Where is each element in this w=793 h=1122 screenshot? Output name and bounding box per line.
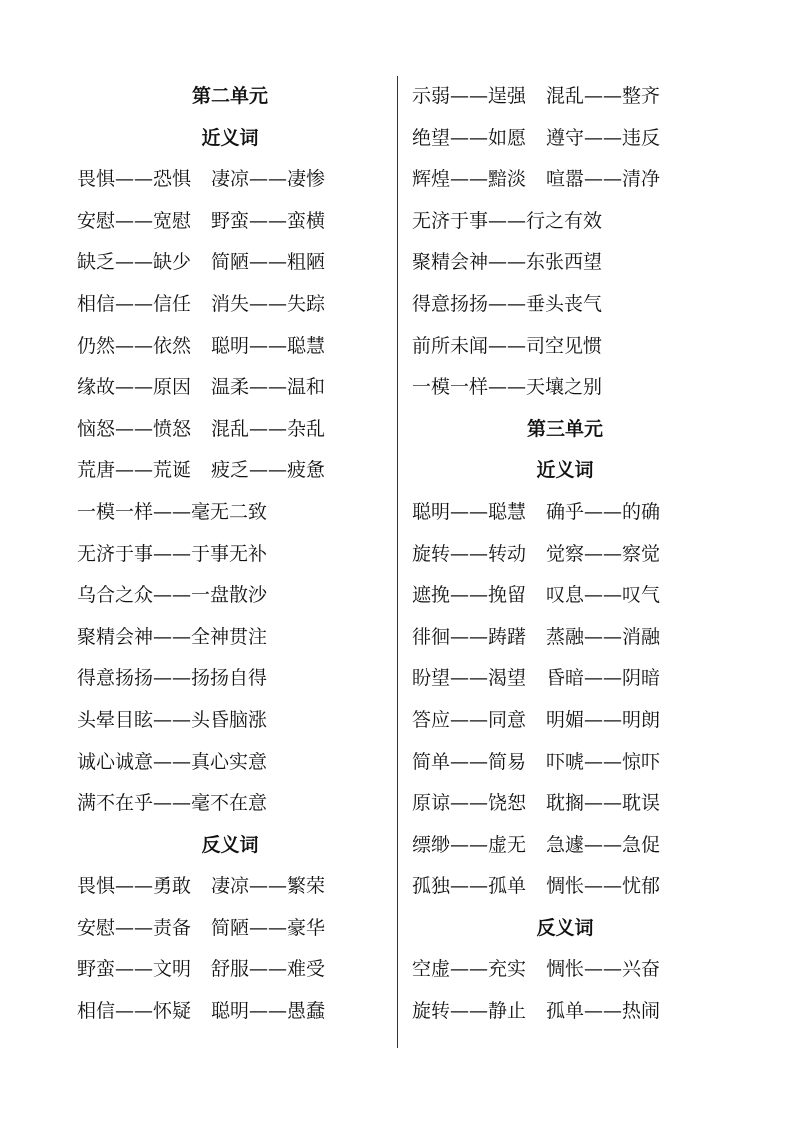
word-pair-line xyxy=(77,783,377,825)
section-heading: 近义词 xyxy=(201,126,259,149)
word-pair: 畏惧——恐惧 xyxy=(77,168,192,191)
word-pair-line xyxy=(412,991,712,1033)
word-pair: 聪明——聪慧 xyxy=(211,334,326,357)
word-pair: 缺乏——缺少 xyxy=(77,251,192,274)
word-pair: 安慰——宽慰 xyxy=(77,209,192,232)
word-pair: 混乱——整齐 xyxy=(546,85,661,107)
word-pair: 旋转——转动 xyxy=(412,542,527,565)
word-pair: 叹息——叹气 xyxy=(546,584,661,607)
word-pair: 原谅——饶恕 xyxy=(412,792,527,815)
word-pair: 聪明——愚蠢 xyxy=(211,1000,326,1023)
word-pair-line xyxy=(77,201,377,243)
word-pair-line xyxy=(77,575,377,617)
word-pair: 无济于事——于事无补 xyxy=(77,542,268,565)
word-pair: 遵守——违反 xyxy=(546,126,661,149)
word-pair: 简陋——粗陋 xyxy=(211,251,326,274)
word-pair: 疲乏——疲惫 xyxy=(211,459,326,482)
word-pair: 混乱——杂乱 xyxy=(211,417,326,440)
word-pair-line xyxy=(412,783,712,825)
word-pair-line xyxy=(412,367,712,409)
word-pair-line xyxy=(77,908,377,950)
word-pair-line xyxy=(77,326,377,368)
word-pair-line xyxy=(412,700,712,742)
word-pair: 舒服——难受 xyxy=(211,958,326,981)
word-pair: 绝望——如愿 xyxy=(412,126,527,149)
word-pair: 温柔——温和 xyxy=(211,376,326,399)
word-pair-line xyxy=(412,825,712,867)
word-pair: 昏暗——阴暗 xyxy=(546,667,661,690)
word-pair-line xyxy=(77,242,377,284)
word-pair: 一模一样——天壤之别 xyxy=(412,376,603,399)
word-pair-line xyxy=(412,866,712,908)
word-pair: 孤单——热闹 xyxy=(546,1000,661,1023)
word-pair-line xyxy=(77,534,377,576)
right-column xyxy=(412,76,712,1033)
section-heading: 近义词 xyxy=(536,459,594,482)
section-heading: 反义词 xyxy=(201,833,259,856)
word-pair-line xyxy=(77,742,377,784)
word-pair-line xyxy=(77,450,377,492)
word-pair: 乌合之众——一盘散沙 xyxy=(77,584,268,607)
word-pair-line xyxy=(77,658,377,700)
word-pair: 吓唬——惊吓 xyxy=(546,750,661,773)
word-pair: 荒唐——荒诞 xyxy=(77,459,192,482)
word-pair: 示弱——逞强 xyxy=(412,85,527,107)
word-pair: 满不在乎——毫不在意 xyxy=(77,792,268,815)
word-pair: 辉煌——黯淡 xyxy=(412,168,527,191)
word-pair: 惆怅——忧郁 xyxy=(546,875,661,898)
column-divider xyxy=(397,76,398,1048)
word-pair: 答应——同意 xyxy=(412,708,527,731)
word-pair: 无济于事——行之有效 xyxy=(412,209,603,232)
word-pair: 凄凉——繁荣 xyxy=(211,875,326,898)
word-pair-line xyxy=(412,118,712,160)
word-pair: 缥缈——虚无 xyxy=(412,833,527,856)
word-pair-line xyxy=(77,949,377,991)
word-pair: 恼怒——愤怒 xyxy=(77,417,192,440)
word-pair-line xyxy=(77,617,377,659)
word-pair-line xyxy=(412,159,712,201)
word-pair-line xyxy=(77,409,377,451)
word-pair: 明媚——明朗 xyxy=(546,708,661,731)
word-pair-line xyxy=(412,575,712,617)
word-pair-line xyxy=(412,658,712,700)
word-pair: 相信——信任 xyxy=(77,292,192,315)
word-pair: 简陋——豪华 xyxy=(211,916,326,939)
word-pair-line xyxy=(77,991,377,1033)
word-pair-line xyxy=(412,76,712,118)
word-pair-line xyxy=(412,742,712,784)
word-pair: 徘徊——踌躇 xyxy=(412,625,527,648)
word-pair-line xyxy=(412,534,712,576)
word-pair: 得意扬扬——垂头丧气 xyxy=(412,292,603,315)
word-pair: 一模一样——毫无二致 xyxy=(77,500,268,523)
left-column xyxy=(77,76,377,1033)
word-pair: 耽搁——耽误 xyxy=(546,792,661,815)
word-pair: 仍然——依然 xyxy=(77,334,192,357)
word-pair: 急遽——急促 xyxy=(546,833,661,856)
word-pair-line xyxy=(412,326,712,368)
word-pair: 诚心诚意——真心实意 xyxy=(77,750,268,773)
word-pair: 蒸融——消融 xyxy=(546,625,661,648)
section-heading: 第二单元 xyxy=(191,85,268,107)
word-pair: 头晕目眩——头昏脑涨 xyxy=(77,708,268,731)
word-pair: 确乎——的确 xyxy=(546,500,661,523)
word-pair: 聪明——聪慧 xyxy=(412,500,527,523)
word-pair: 旋转——静止 xyxy=(412,1000,527,1023)
word-pair: 畏惧——勇敢 xyxy=(77,875,192,898)
word-pair: 聚精会神——东张西望 xyxy=(412,251,603,274)
word-pair: 觉察——察觉 xyxy=(546,542,661,565)
word-pair-line xyxy=(412,242,712,284)
word-pair-line xyxy=(77,367,377,409)
word-pair: 野蛮——蛮横 xyxy=(211,209,326,232)
word-pair-line xyxy=(412,284,712,326)
section-heading: 反义词 xyxy=(536,916,594,939)
word-pair: 聚精会神——全神贯注 xyxy=(77,625,268,648)
word-pair-line xyxy=(77,700,377,742)
word-pair-line xyxy=(412,617,712,659)
word-pair: 孤独——孤单 xyxy=(412,875,527,898)
word-pair: 遮挽——挽留 xyxy=(412,584,527,607)
word-pair: 前所未闻——司空见惯 xyxy=(412,334,603,357)
word-pair-line xyxy=(77,866,377,908)
word-pair: 简单——简易 xyxy=(412,750,527,773)
word-pair-line xyxy=(412,492,712,534)
word-pair: 缘故——原因 xyxy=(77,376,192,399)
word-pair: 消失——失踪 xyxy=(211,292,326,315)
word-pair: 盼望——渴望 xyxy=(412,667,527,690)
word-pair: 空虚——充实 xyxy=(412,958,527,981)
section-heading: 第三单元 xyxy=(526,417,603,440)
word-pair-line xyxy=(412,201,712,243)
word-pair: 凄凉——凄惨 xyxy=(211,168,326,191)
word-pair: 相信——怀疑 xyxy=(77,1000,192,1023)
word-pair-line xyxy=(77,284,377,326)
word-pair: 惆怅——兴奋 xyxy=(546,958,661,981)
word-pair: 喧嚣——清净 xyxy=(546,168,661,191)
word-pair-line xyxy=(412,949,712,991)
word-pair-line xyxy=(77,492,377,534)
word-pair: 得意扬扬——扬扬自得 xyxy=(77,667,268,690)
word-pair: 野蛮——文明 xyxy=(77,958,192,981)
word-pair-line xyxy=(77,159,377,201)
word-pair: 安慰——责备 xyxy=(77,916,192,939)
